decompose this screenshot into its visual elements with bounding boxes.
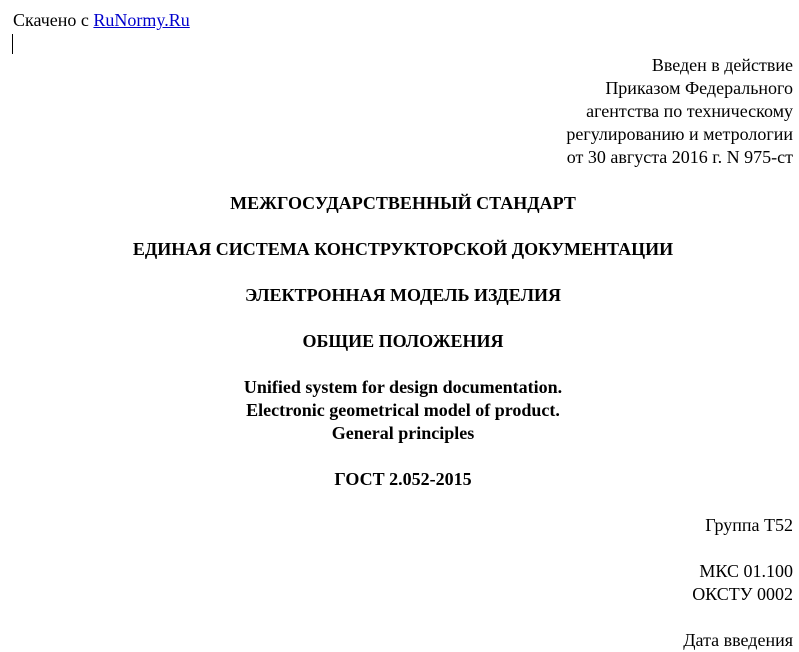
runormy-link[interactable]: RuNormy.Ru (93, 10, 190, 30)
okstu-code: ОКСТУ 0002 (692, 584, 793, 604)
english-title-block (0, 376, 799, 445)
introduction-date-block (683, 629, 793, 652)
enactment-block (566, 54, 793, 169)
mks-code: МКС 01.100 (699, 561, 793, 581)
english-title-line: Electronic geometrical model of product. (246, 400, 560, 420)
text-cursor (12, 34, 13, 54)
download-note (13, 9, 190, 31)
introduction-date-label: Дата введения (683, 630, 793, 650)
enactment-line: регулированию и метрологии (566, 124, 793, 144)
subject-title: ЭЛЕКТРОННАЯ МОДЕЛЬ ИЗДЕЛИЯ (245, 285, 561, 305)
enactment-line: Приказом Федерального (605, 78, 793, 98)
enactment-line: агентства по техническому (586, 101, 793, 121)
download-note-prefix: Скачено с (13, 10, 94, 30)
section-title: ОБЩИЕ ПОЛОЖЕНИЯ (302, 331, 504, 351)
system-title: ЕДИНАЯ СИСТЕМА КОНСТРУКТОРСКОЙ ДОКУМЕНТАЦИИ (132, 239, 674, 259)
classification-block (692, 560, 793, 606)
group-label (705, 514, 793, 537)
group-value: Группа Т52 (705, 515, 793, 535)
enactment-line: Введен в действие (651, 55, 793, 75)
english-title-line: Unified system for design documentation. (243, 377, 563, 397)
standard-type-title: МЕЖГОСУДАРСТВЕННЫЙ СТАНДАРТ (230, 193, 576, 213)
english-title-line: General principles (331, 423, 475, 443)
gost-designation: ГОСТ 2.052-2015 (334, 469, 472, 489)
enactment-line: от 30 августа 2016 г. N 975-ст (566, 147, 793, 167)
